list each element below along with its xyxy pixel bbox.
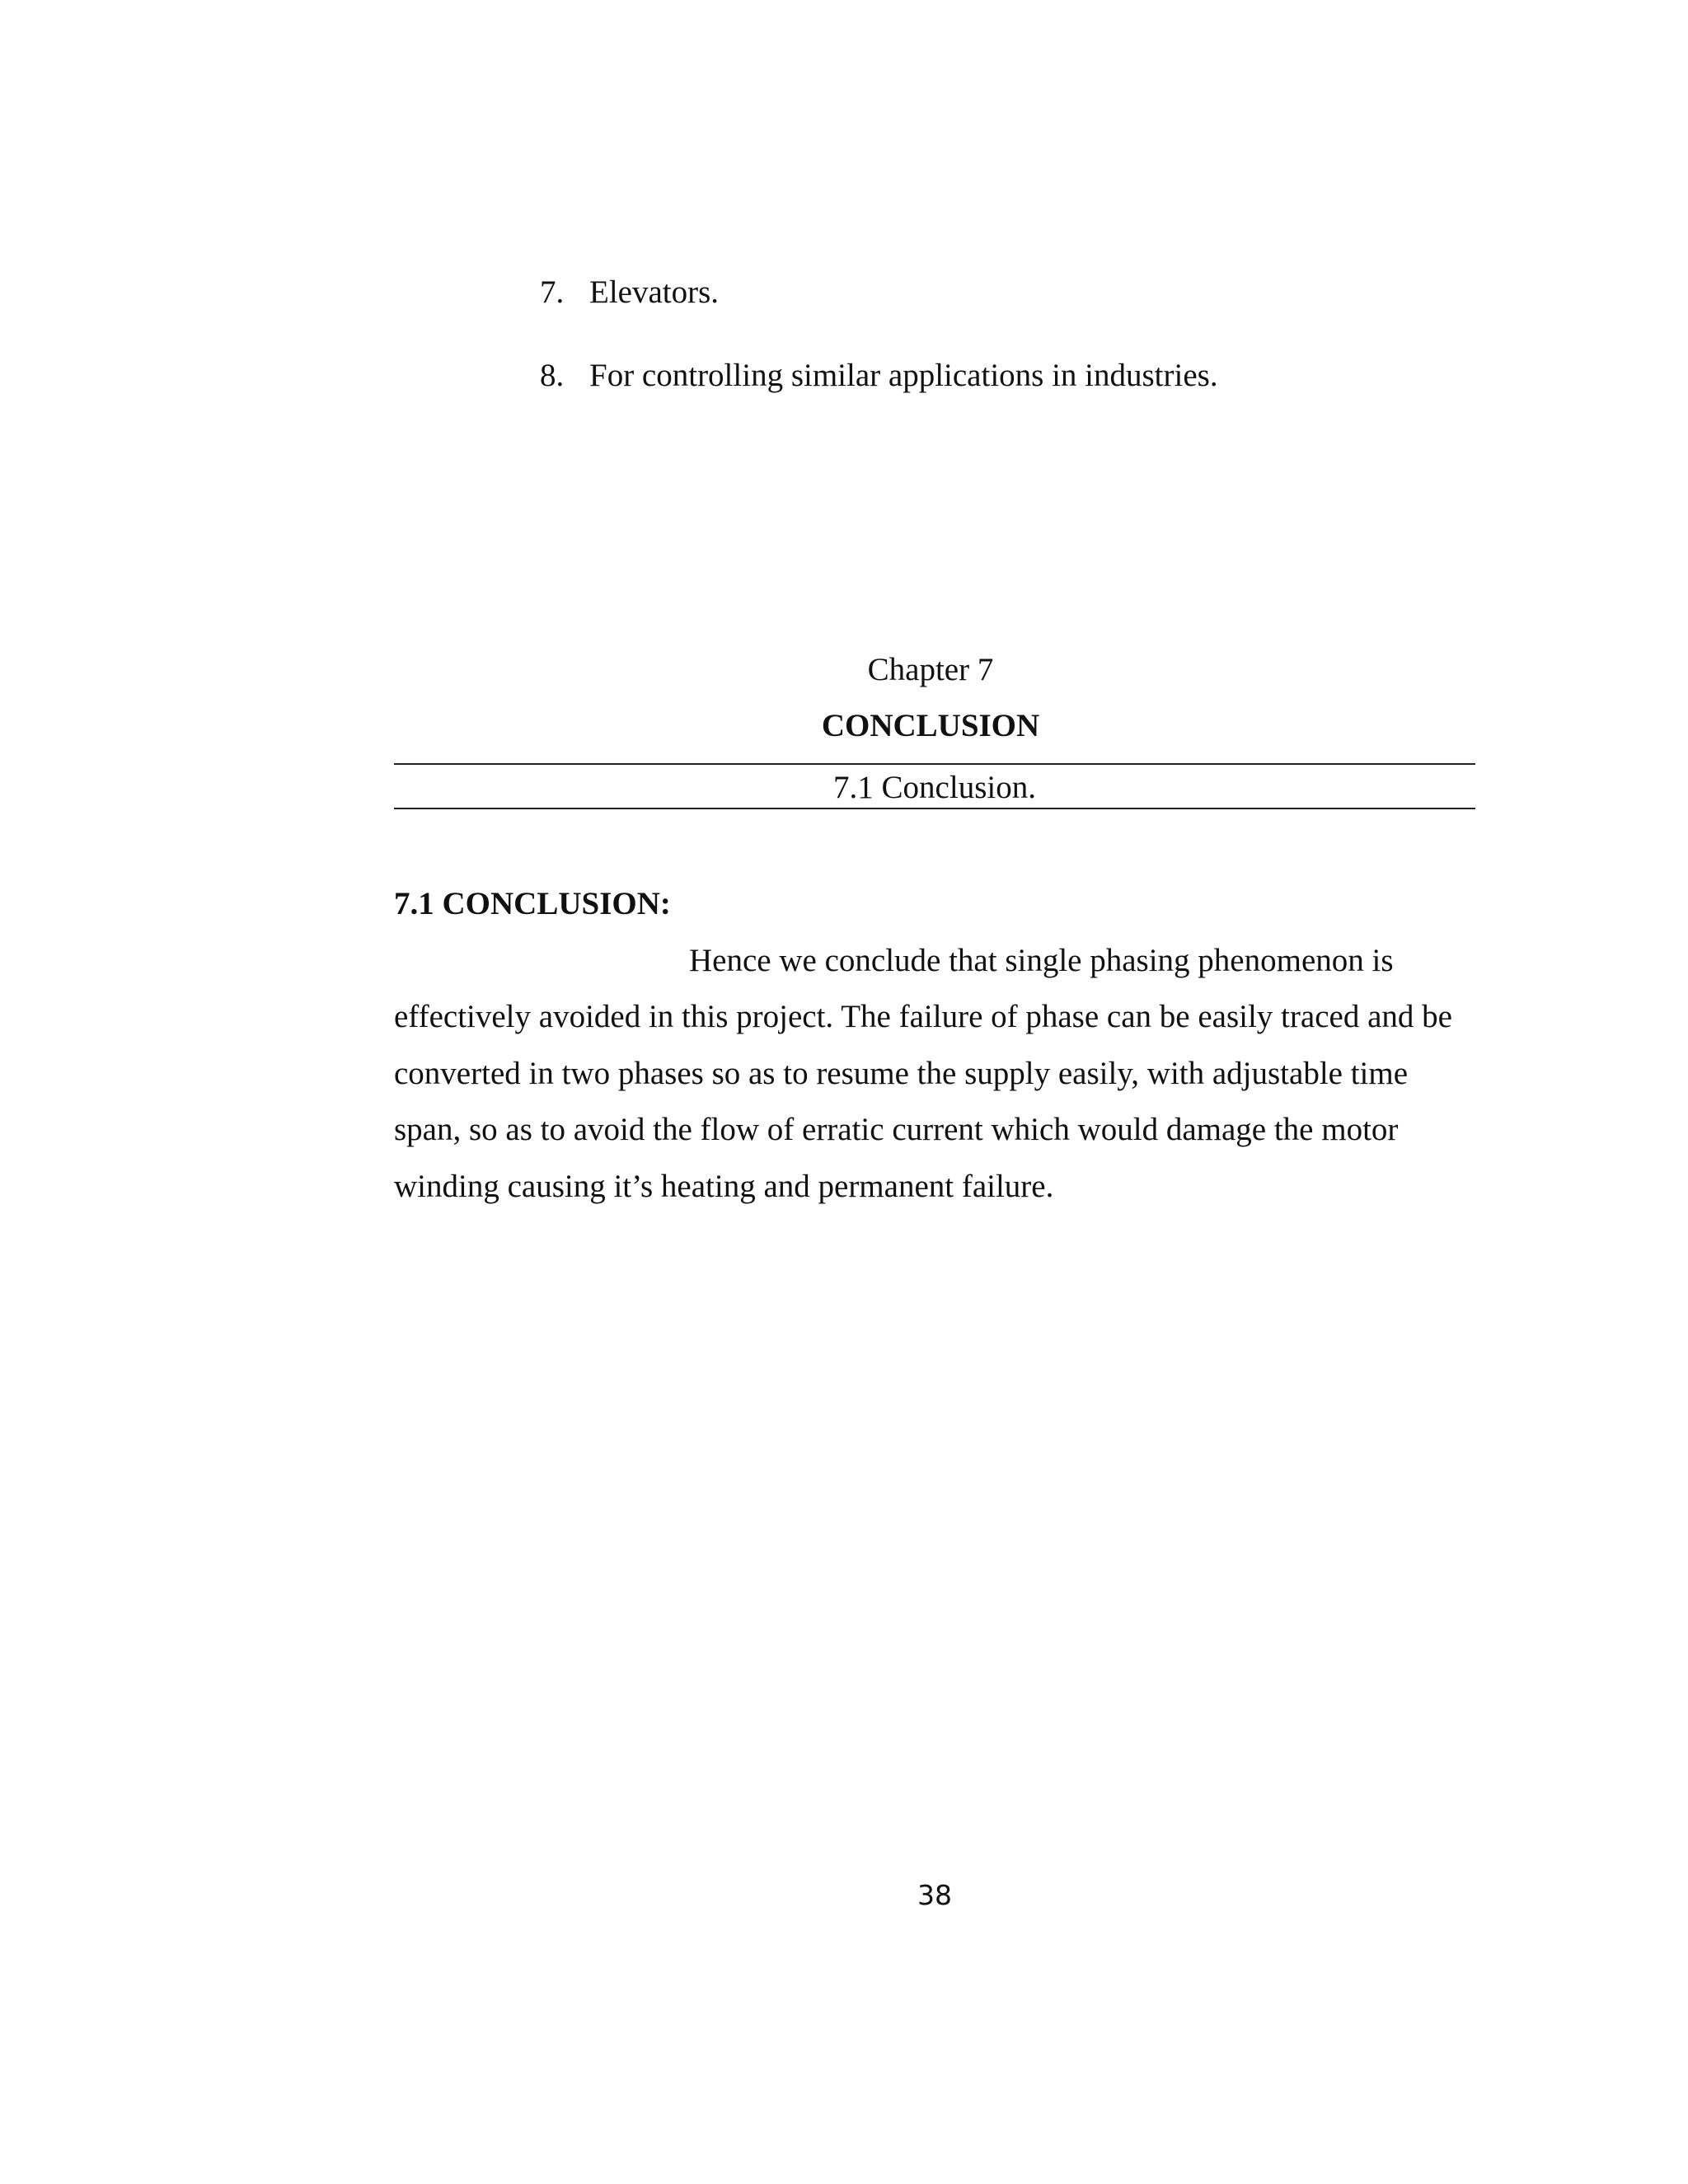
chapter-title: CONCLUSION (821, 708, 1040, 743)
toc-bottom-rule (394, 808, 1475, 809)
section-heading: 7.1 CONCLUSION: (394, 886, 671, 921)
list-item-industries (540, 359, 1218, 391)
list-item-number: 7. (540, 274, 565, 310)
toc-top-rule (394, 763, 1475, 765)
paragraph-line: span, so as to avoid the flow of erratic current which would damage the motor (394, 1112, 1399, 1147)
page-number: 38 (917, 1879, 952, 1911)
paragraph-line: effectively avoided in this project. The failure of phase can be easily traced and be (394, 999, 1452, 1034)
list-item-number: 8. (540, 358, 565, 393)
list-item-text: Elevators. (589, 274, 720, 310)
list-item-text: For controlling similar applications in industries. (589, 358, 1218, 393)
paragraph-line: Hence we conclude that single phasing phenomenon is (689, 943, 1394, 978)
list-item-elevators (540, 276, 719, 308)
toc-entry: 7.1 Conclusion. (833, 770, 1036, 805)
chapter-number: Chapter 7 (867, 652, 994, 687)
paragraph-line: winding causing it’s heating and permanent failure. (394, 1169, 1054, 1204)
paragraph-line: converted in two phases so as to resume the supply easily, with adjustable time (394, 1056, 1409, 1091)
